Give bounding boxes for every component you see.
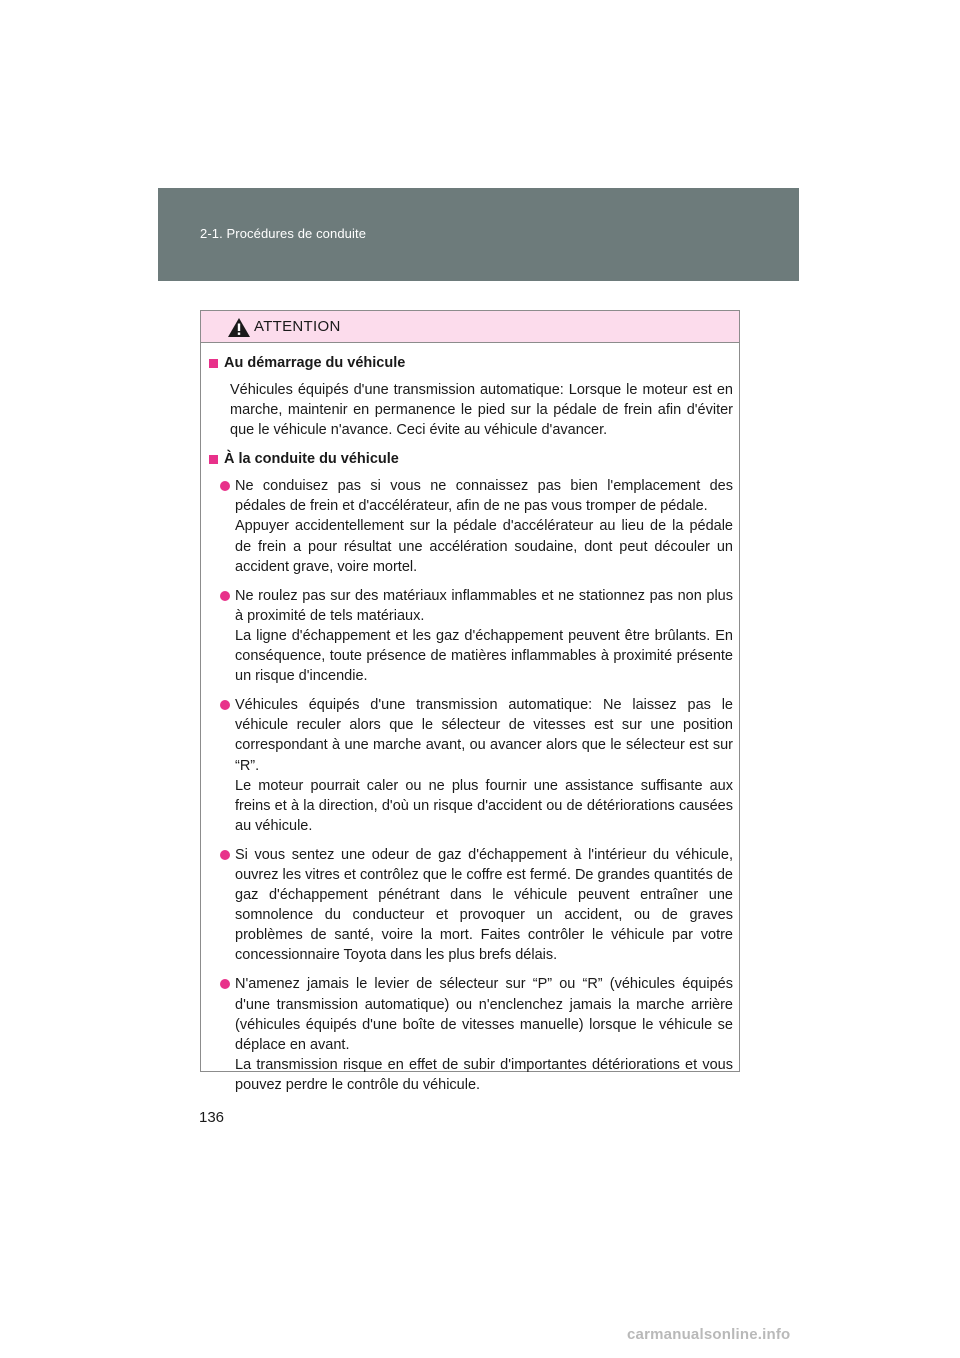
- warning-header: [201, 311, 739, 343]
- list-item-text: [235, 476, 733, 576]
- circle-bullet-icon: [220, 700, 230, 710]
- list-item-text: [235, 974, 733, 1095]
- warning-body: [201, 343, 739, 1095]
- list-item: [220, 586, 733, 686]
- list-item-line: Véhicules équipés d'une transmission automatique: Ne laissez pas le véhicule reculer alors que le sélecteur de vitesses est sur une position correspondant à une marche avant, ou avancer alors que le sélecteur est sur “R”.: [235, 697, 733, 774]
- list-item: [220, 974, 733, 1095]
- list-item: [220, 845, 733, 966]
- list-item-line: Si vous sentez une odeur de gaz d'échappement à l'intérieur du véhicule, ouvrez les vitres et contrôlez que le coffre est fermé. De grandes quantités de gaz d'échappement pénétrant dans le véhicule peuvent entraîner une somnolence du conducteur et provoquer un accident, ou de graves problèmes de santé, voire la mort. Faites contrôler le véhicule par votre concessionnaire Toyota dans les plus brefs délais.: [235, 846, 733, 964]
- page-number: 136: [199, 1109, 225, 1126]
- section-heading-text: À la conduite du véhicule: [224, 451, 399, 468]
- circle-bullet-icon: [220, 481, 230, 491]
- list-item-line: La ligne d'échappement et les gaz d'échappement peuvent être brûlants. En conséquence, toute présence de matières inflammables à proximité présente un risque d'incendie.: [235, 627, 733, 685]
- list-item-text: [235, 845, 733, 966]
- section-heading: [209, 353, 733, 373]
- list-item-line: La transmission risque en effet de subir d'importantes détériorations et vous pouvez perdre le contrôle du véhicule.: [235, 1056, 733, 1093]
- warning-triangle-icon: [227, 317, 251, 338]
- list-item-line: Le moteur pourrait caler ou ne plus fournir une assistance suffisante aux freins et à la direction, d'où un risque d'accident ou de détériorations causées au véhicule.: [235, 777, 733, 834]
- list-item: [220, 476, 733, 576]
- list-item: [220, 695, 733, 836]
- list-item-text: [235, 586, 733, 686]
- warning-box: [200, 310, 740, 1093]
- list-item-line: N'amenez jamais le levier de sélecteur sur “P” ou “R” (véhicules équipés d'une transmission automatique) ou n'enclenchez jamais la marche arrière (véhicules équipés d'une boîte de vitesses manuelle) lorsque le véhicule se déplace en avant.: [235, 976, 733, 1053]
- list-item-line: Appuyer accidentellement sur la pédale d'accélérateur au lieu de la pédale de frein a pour résultat une accélération soudaine, dont peut découler un accident grave, voire mortel.: [235, 518, 733, 575]
- circle-bullet-icon: [220, 591, 230, 601]
- square-bullet-icon: [209, 455, 218, 464]
- section-heading-text: Au démarrage du véhicule: [224, 355, 406, 371]
- warning-label: ATTENTION: [254, 318, 341, 335]
- list-item-line: Ne conduisez pas si vous ne connaissez pas bien l'emplacement des pédales de frein et d'accélérateur, afin de ne pas vous tromper de pédale.: [235, 478, 733, 515]
- list-item-line: Ne roulez pas sur des matériaux inflammables et ne stationnez pas non plus à proximité de tels matériaux.: [235, 587, 733, 624]
- list-item-text: [235, 695, 733, 836]
- circle-bullet-icon: [220, 979, 230, 989]
- paragraph: Véhicules équipés d'une transmission automatique: Lorsque le moteur est en marche, maintenir en permanence le pied sur la pédale de frein afin d'éviter que le véhicule n'avance. Ceci évite au véhicule d'avancer.: [230, 382, 733, 439]
- section-title: 2-1. Procédures de conduite: [200, 226, 367, 241]
- section-heading: [209, 449, 733, 469]
- watermark: carmanualsonline.info: [627, 1326, 791, 1343]
- square-bullet-icon: [209, 359, 218, 368]
- circle-bullet-icon: [220, 850, 230, 860]
- header-band: [158, 188, 799, 281]
